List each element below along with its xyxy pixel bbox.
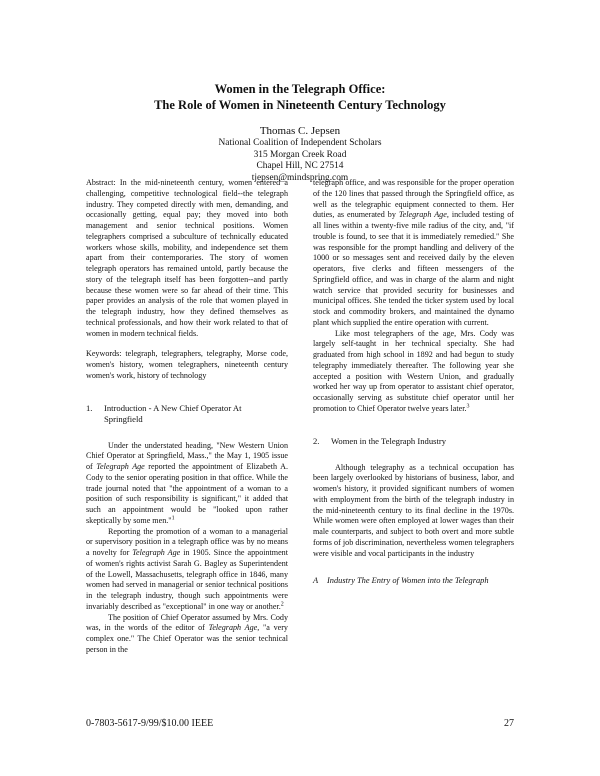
abstract: [86, 178, 288, 339]
keywords: [86, 349, 288, 381]
subsection-a-title: Industry The Entry of Women into the Telegraph: [327, 576, 489, 586]
keywords-text: telegraph, telegraphers, telegraphy, Morse code, women's history, women telegraphers, nineteenth century women's work, history of technology: [86, 349, 288, 380]
section-2-number: 2.: [313, 435, 320, 446]
author-city: Chapel Hill, NC 27514: [256, 161, 344, 172]
section-2-paragraph-1: Although telegraphy as a technical occupation has been largely overlooked by historians of business, labor, and women's history, it provided significant numbers of women with employment from the birth of the telegraph industry in the mid-nineteenth century to its final decline in the 1970s. While women were often employed at lower wages than their male counterparts, and subject to both overt and more subtle forms of job discrimination, nevertheless women telegraphers were visible and vocal participants in the industry: [313, 462, 514, 558]
footnote-marker: 2: [280, 601, 284, 608]
section-1-paragraph-1: Under the understated heading, "New Western Union Chief Operator at Springfield, Mass.," the May 1, 1905 issue of Telegraph Age reported the appointment of Elizabeth A. Cody to the senior operating position in that office. While the trade journal noted that "the appointment of a woman to a position of such responsibility is significant," it added that such an appointment would be "looked upon rather skeptically by some men."$^1$: [86, 440, 288, 525]
right-paragraph-1: telegraph office, and was responsible for the proper operation of the 120 lines that passed through the Springfield office, as well as the telegraphic equipment connected to them. Her duties, as enumerated by Telegraph Age, included testing of all lines within a twenty-five mile radius of the city, and, "if trouble is found, to see that it is immediately remedied." She was responsible for the prompt handling and delivery of the 1000 or so messages sent and received daily by the eleven operators, five clerks and fifteen messengers of the Springfield office, and was in charge of the alarm and night watch service that provided security for businesses and municipal offices. She tended the ticker system used by local stock and commodity brokers, and maintained the dynamo plant which supplied the entire operation with current.: [313, 178, 514, 327]
author-email: tjepsen@mindspring.com: [251, 172, 349, 183]
journal-name: Telegraph Age: [132, 548, 181, 557]
section-1-title-line-1: Introduction - A New Chief Operator At: [104, 402, 242, 413]
subsection-a-letter: A: [313, 576, 319, 586]
journal-name: Telegraph Age: [208, 623, 258, 633]
author-name: Thomas C. Jepsen: [259, 125, 341, 137]
author-block: [0, 124, 600, 184]
footer-page-number: 27: [504, 718, 514, 729]
section-2-heading: [313, 436, 514, 447]
section-1-title-line-2: Springfield: [104, 413, 143, 424]
section-1-paragraph-3: The position of Chief Operator assumed by Mrs. Cody was, in the words of the editor of Telegraph Age, "a very complex one." The Chief Operator was the senior technical person in the: [86, 612, 288, 654]
journal-name: Telegraph Age: [398, 210, 447, 220]
subsection-a-heading: [313, 575, 514, 586]
left-column: [86, 178, 288, 656]
paper-title-line-1: Women in the Telegraph Office:: [214, 82, 386, 96]
author-street: 315 Morgan Creek Road: [253, 149, 347, 160]
abstract-text: In the mid-nineteenth century, women entered a challenging, competitive technological field--the telegraph industry. They competed directly with men, demanding, and occasionally getting, equal pay; they moved into both management and senior technical positions. Women telegraphers comprised a subculture of technically educated workers whose skills, mobility, and independence set them apart from their contemporaries. The story of women telegraph operators has remained untold, partly because the story of the telegraph itself has been forgotten--and partly because these women were so far ahead of their time. This paper provides an analysis of the role that women played in the telegraph industry, how they defined themselves as technical professionals, and how their work related to that of women in modern technical fields.: [86, 178, 288, 338]
journal-name: Telegraph Age: [96, 462, 145, 471]
footnote-marker: 3: [466, 403, 470, 410]
footnote-marker: 1: [171, 515, 175, 522]
section-2-title: Women in the Telegraph Industry: [331, 435, 447, 446]
abstract-label: Abstract:: [86, 178, 116, 187]
right-paragraph-2: Like most telegraphers of the age, Mrs. Cody was largely self-taught in her technical specialty. She had graduated from high school in 1892 and had begun to study telegraphy immediately thereafter. The following year she accepted a position with Western Union, and gradually worked her way up from operator to assistant chief operator, occasionally serving as substitute chief operator until her promotion to Chief Operator twelve years later.$^3$: [313, 328, 514, 413]
section-1-number: 1.: [86, 402, 93, 413]
section-1-paragraph-2: Reporting the promotion of a woman to a managerial or supervisory position in a telegraph office was by no means a novelty for Telegraph Age in 1905. Since the appointment of women's rights activist Sarah G. Bagley as Superintendent of the Lowell, Massachusetts, telegraph office in 1846, many women had served in managerial or senior technical positions in the telegraph industry, though such appointments were invariably described as "exceptional" in one way or another.$^2$: [86, 526, 288, 611]
keywords-label: Keywords:: [86, 349, 122, 359]
section-1-heading: [86, 403, 288, 425]
footer-isbn: 0-7803-5617-9/99/$10.00 IEEE: [86, 718, 214, 729]
author-affiliation: National Coalition of Independent Scholars: [218, 138, 382, 148]
paper-title-line-2: The Role of Women in Nineteenth Century Technology: [154, 98, 446, 112]
right-column: [313, 178, 514, 586]
